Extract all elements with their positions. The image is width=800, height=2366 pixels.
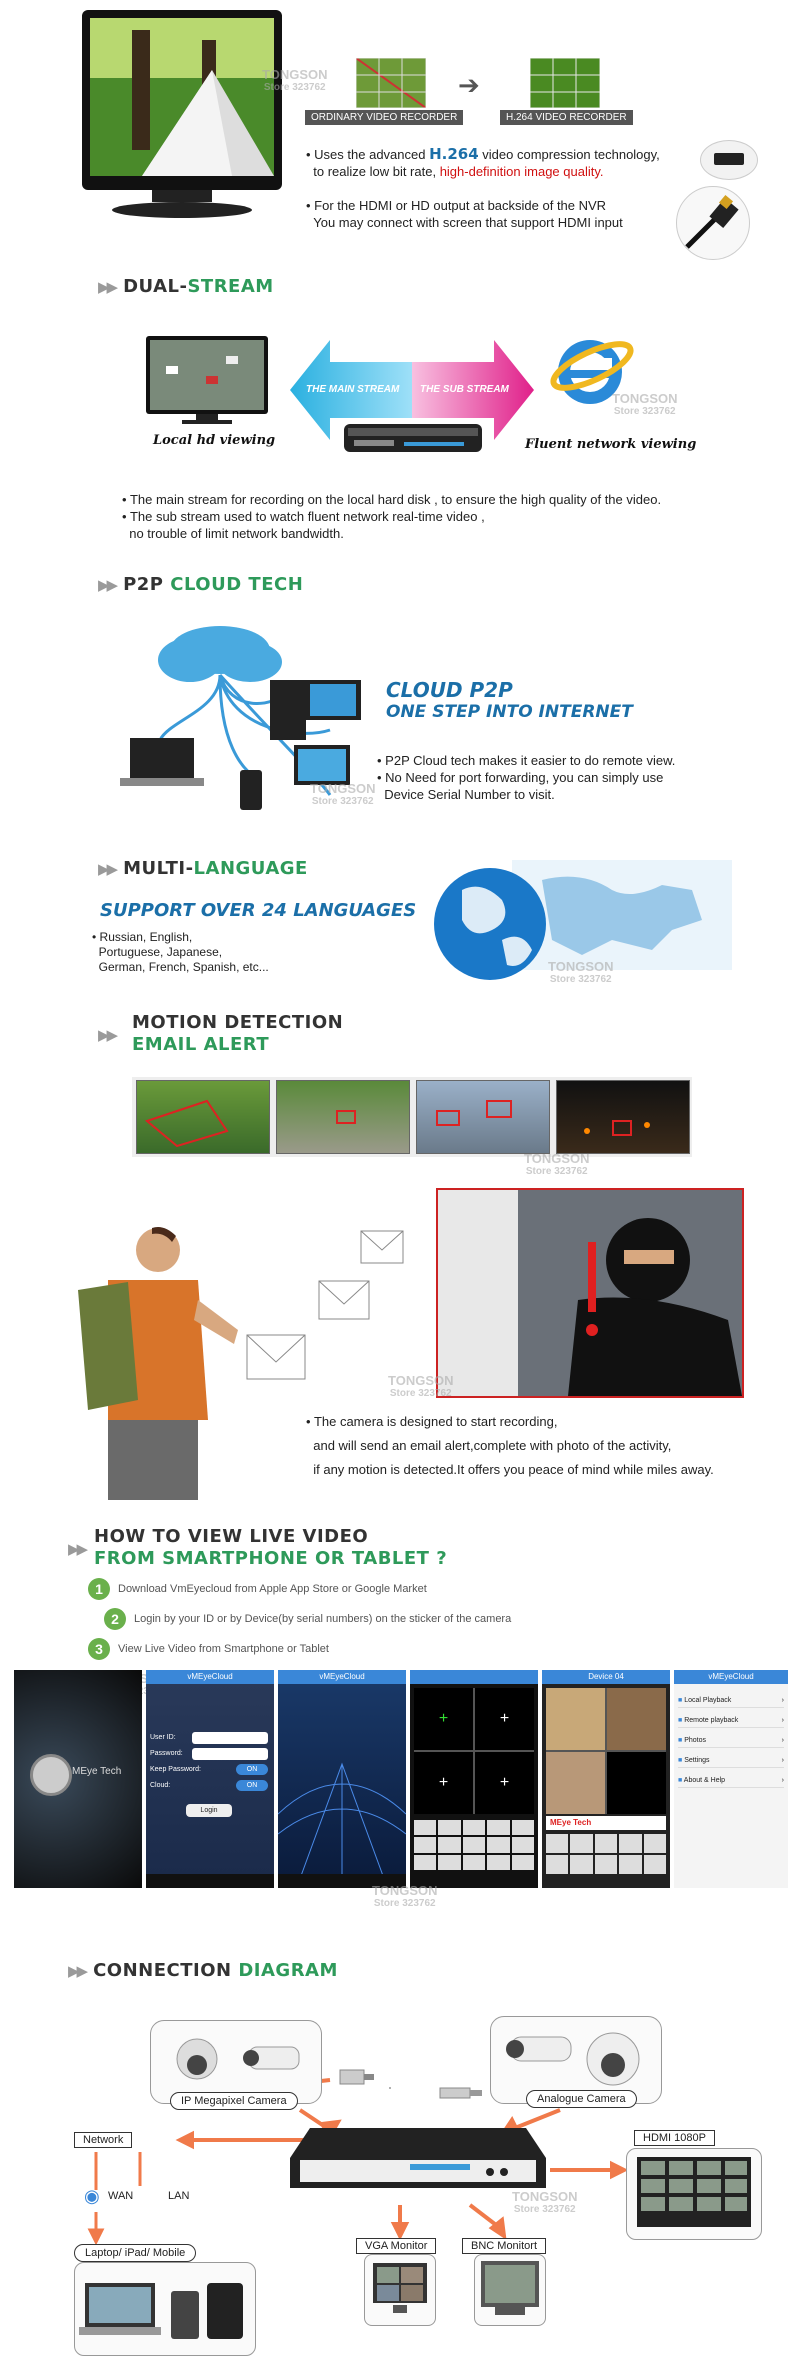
h264-brand: H.264 (429, 145, 479, 163)
watermark: TONGSON Store 323762 (372, 1883, 438, 1909)
local-hd-caption: Local hd viewing (153, 433, 276, 448)
hdmi-port-icon (700, 140, 758, 180)
dual-stream-title: ▶▶ DUAL-STREAM (98, 276, 274, 297)
burglar-alert-image (436, 1188, 744, 1398)
bnc-connector-icon (436, 2078, 486, 2108)
login-header: vMEyeCloud (146, 1670, 274, 1684)
local-monitor-image (146, 336, 268, 426)
menu-item-photos[interactable]: ■ Photos › (678, 1734, 784, 1748)
splash-brand: MEye Tech (72, 1766, 122, 1777)
camera-slot[interactable]: + (475, 1752, 534, 1814)
menu-item-icon: ■ (678, 1737, 683, 1744)
howto-step-1: 1 Download VmEyecloud from Apple App Store or Google Market (88, 1578, 427, 1600)
arrow-right-icon: ➔ (458, 70, 480, 100)
motion-thumbnail-1 (136, 1080, 270, 1154)
ordinary-label: ORDINARY VIDEO RECORDER (305, 110, 463, 125)
email-envelope-icon (318, 1280, 370, 1320)
webcam-icon (30, 1754, 72, 1796)
video-grid (414, 1688, 534, 1814)
man-with-phone-image (68, 1220, 238, 1500)
double-chevron-icon: ▶▶ (98, 278, 116, 296)
lan-label: LAN (168, 2190, 190, 2202)
watermark: TONGSON Store 323762 (512, 2189, 578, 2215)
p2p-title: ▶▶ P2P CLOUD TECH (98, 574, 304, 595)
motion-thumbnail-4 (556, 1080, 690, 1154)
double-chevron-icon: ▶▶ (68, 1962, 86, 1980)
device-header: Device 04 (542, 1670, 670, 1684)
menu-item-icon: ■ (678, 1697, 683, 1704)
video-grid (546, 1688, 666, 1814)
cloud-home-screen (278, 1670, 406, 1888)
keep-password-label: Keep Password: (150, 1766, 201, 1773)
user-id-label: User ID: (150, 1734, 176, 1741)
app-splash-screen (14, 1670, 142, 1888)
motion-thumbnail-2 (276, 1080, 410, 1154)
keypad (546, 1834, 666, 1874)
watermark: TONGSON Store 323762 (262, 67, 328, 93)
login-screen (146, 1670, 274, 1888)
h264-bullet-1: • Uses the advanced H.264 video compression technology, to realize low bit rate, high-definition image quality. (306, 145, 660, 179)
wan-label: WAN (108, 2190, 134, 2202)
meye-banner: MEye Tech (546, 1816, 666, 1830)
hdmi-cable-icon (676, 186, 750, 260)
ethernet-connector-icon (336, 2062, 376, 2092)
connection-title: ▶▶ CONNECTION DIAGRAM (68, 1960, 338, 1981)
ip-camera-label: IP Megapixel Camera (170, 2092, 298, 2110)
globe-icon: ◉ (84, 2186, 100, 2206)
nvr-device-image (344, 418, 482, 456)
menu-header: vMEyeCloud (674, 1670, 788, 1684)
p2p-bullets: • P2P Cloud tech makes it easier to do remote view. • No Need for port forwarding, you can simply use Device Serial Number to visit. (377, 753, 676, 802)
double-chevron-icon: ▶▶ (98, 576, 116, 594)
device-view-screen (542, 1670, 670, 1888)
password-label: Password: (150, 1750, 183, 1757)
vga-monitor-image (364, 2254, 436, 2326)
camera-slot[interactable]: + (414, 1688, 473, 1750)
email-envelope-icon (360, 1230, 404, 1264)
double-chevron-icon: ▶▶ (68, 1540, 86, 1558)
email-envelope-icon (246, 1334, 306, 1380)
live-view-screen (410, 1670, 538, 1888)
password-field[interactable] (192, 1748, 268, 1760)
bnc-label: BNC Monitort (462, 2238, 546, 2254)
watermark: TONGSON Store 323762 (612, 391, 678, 417)
laptop-devices-image (74, 2262, 256, 2356)
watermark: TONGSON Store 323762 (524, 1151, 590, 1177)
howto-title: $_{▶▶}$ HOW TO VIEW LIVE VIDEO FROM SMARTPHONE OR TABLET ? (68, 1526, 448, 1569)
high-definition-highlight: high-definition image quality. (439, 164, 604, 179)
menu-item-remote-playback[interactable]: ■ Remote playback › (678, 1714, 784, 1728)
menu-item-icon: ■ (678, 1777, 683, 1784)
watermark: TONGSON Store 323762 (548, 959, 614, 985)
network-viewing-caption: Fluent network viewing (525, 437, 697, 452)
motion-title: $_{▶▶}$ MOTION DETECTION EMAIL ALERT (98, 1012, 344, 1055)
double-chevron-icon: ▶▶ (98, 860, 116, 878)
cloud-label: Cloud: (150, 1782, 171, 1789)
menu-item-settings[interactable]: ■ Settings › (678, 1754, 784, 1768)
watermark: TONGSON Store 323762 (310, 781, 376, 807)
h264-recorder-image (530, 58, 600, 108)
keep-password-toggle[interactable]: ON (236, 1764, 268, 1775)
hdmi-monitor-image (626, 2148, 762, 2240)
dual-stream-bullets: • The main stream for recording on the local hard disk , to ensure the high quality of the video. • The sub stream used to watch fluent network real-time video , no trouble of limit network bandwidth. (122, 492, 662, 541)
nvr-recorder-image (290, 2128, 546, 2198)
motion-thumbnail-3 (416, 1080, 550, 1154)
motion-description: • The camera is designed to start recording, and will send an email alert,complete with photo of the activity, if any motion is detected.It offers you peace of mind while miles away. (306, 1414, 714, 1477)
menu-screen (674, 1670, 788, 1888)
live-view-header (410, 1670, 538, 1684)
ordinary-recorder-image (356, 58, 426, 108)
laptop-label: Laptop/ iPad/ Mobile (74, 2244, 196, 2262)
user-id-field[interactable] (192, 1732, 268, 1744)
camera-slot[interactable]: + (414, 1752, 473, 1814)
login-button[interactable]: Login (186, 1804, 232, 1817)
menu-item-icon: ■ (678, 1757, 683, 1764)
step-number: 3 (88, 1638, 110, 1660)
analogue-camera-label: Analogue Camera (526, 2090, 637, 2108)
double-chevron-icon: ▶▶ (98, 1026, 116, 1044)
language-title: ▶▶ MULTI-LANGUAGE (98, 858, 308, 879)
network-label: Network (74, 2132, 132, 2148)
main-stream-label: THE MAIN STREAM (306, 384, 400, 395)
watermark: TONGSON Store 323762 (388, 1373, 454, 1399)
hdmi-label: HDMI 1080P (634, 2130, 715, 2146)
h264-bullet-2: • For the HDMI or HD output at backside of the NVR You may connect with screen that support HDMI input (306, 198, 623, 230)
cloud-p2p-heading: CLOUD P2P (386, 678, 513, 702)
camera-slot[interactable]: + (475, 1688, 534, 1750)
menu-item-local-playback[interactable]: ■ Local Playback › (678, 1694, 784, 1708)
step-number: 1 (88, 1578, 110, 1600)
sub-stream-label: THE SUB STREAM (420, 384, 509, 395)
menu-item-about-help[interactable]: ■ About & Help › (678, 1774, 784, 1788)
languages-list: • Russian, English, Portuguese, Japanese, German, French, Spanish, etc... (92, 930, 269, 974)
menu-item-icon: ■ (678, 1717, 683, 1724)
bnc-monitor-image (474, 2254, 546, 2326)
tv-monitor (82, 10, 282, 220)
cloud-toggle[interactable]: ON (236, 1780, 268, 1791)
keypad (414, 1820, 534, 1870)
grid-globe-image (278, 1694, 406, 1884)
languages-heading: SUPPORT OVER 24 LANGUAGES (100, 900, 417, 921)
one-step-heading: ONE STEP INTO INTERNET (386, 702, 633, 722)
step-number: 2 (104, 1608, 126, 1630)
h264-label: H.264 VIDEO RECORDER (500, 110, 633, 125)
vga-label: VGA Monitor (356, 2238, 436, 2254)
cloud-home-header: vMEyeCloud (278, 1670, 406, 1684)
howto-step-3: 3 View Live Video from Smartphone or Tablet (88, 1638, 329, 1660)
howto-step-2: 2 Login by your ID or by Device(by serial numbers) on the sticker of the camera (104, 1608, 511, 1630)
